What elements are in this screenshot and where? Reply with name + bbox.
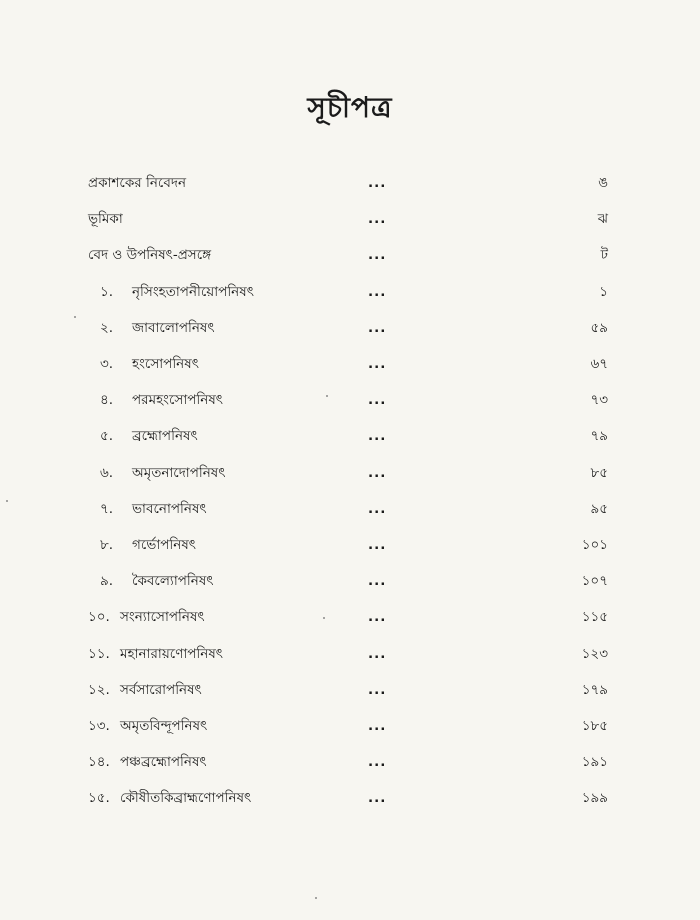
paper-speck	[74, 316, 76, 318]
toc-leader-dots: ...	[368, 175, 387, 191]
toc-page-number: ৫৯	[590, 320, 608, 336]
toc-entry-label: প্রকাশকের নিবেদন	[88, 175, 187, 191]
paper-speck	[326, 395, 328, 397]
toc-leader-dots: ...	[368, 682, 387, 698]
toc-entry-title	[100, 423, 198, 449]
toc-entry	[0, 206, 700, 232]
toc-entry-label: হংসোপনিষৎ	[132, 356, 199, 372]
toc-entry-title	[100, 460, 225, 486]
toc-leader-dots: ...	[368, 754, 387, 770]
toc-page-number: ১	[599, 284, 608, 300]
toc-entry-number: ৪.	[100, 392, 114, 408]
toc-leader-dots: ...	[368, 501, 387, 517]
toc-entry-label: কৌষীতকিব্রাহ্মণোপনিষৎ	[120, 790, 252, 806]
toc-entry-label: সংন্যাসোপনিষৎ	[120, 609, 205, 625]
toc-leader-dots: ...	[368, 609, 387, 625]
toc-entry-number: ৭.	[100, 501, 114, 517]
toc-entry-number: ১৪.	[88, 754, 110, 770]
toc-entry-number: ৬.	[100, 465, 114, 481]
toc-page-number: ৭৯	[590, 428, 608, 444]
toc-page-number: ১১৫	[581, 609, 608, 625]
toc-entry-title	[88, 641, 223, 667]
toc-entry-title	[88, 206, 123, 232]
toc-entry-number: ৫.	[100, 428, 114, 444]
toc-entry	[0, 713, 700, 739]
toc-leader-dots: ...	[368, 428, 387, 444]
toc-entry	[0, 242, 700, 268]
toc-entry-label: জাবালোপনিষৎ	[132, 320, 215, 336]
toc-entry-label: বেদ ও উপনিষৎ-প্রসঙ্গে	[88, 247, 212, 263]
paper-speck	[6, 500, 8, 502]
toc-entry-label: ভাবনোপনিষৎ	[132, 501, 207, 517]
toc-page-number: ঝ	[597, 211, 608, 227]
toc-entry-label: পঞ্চব্রহ্মোপনিষৎ	[120, 754, 207, 770]
toc-entry	[0, 785, 700, 811]
toc-entry	[0, 532, 700, 558]
toc-leader-dots: ...	[368, 356, 387, 372]
toc-entry	[0, 460, 700, 486]
toc-entry-number: ১০.	[88, 609, 110, 625]
toc-entry-label: নৃসিংহতাপনীয়োপনিষৎ	[132, 284, 254, 300]
toc-entry-title	[100, 532, 196, 558]
paper-speck	[315, 897, 317, 899]
toc-leader-dots: ...	[368, 247, 387, 263]
toc-leader-dots: ...	[368, 718, 387, 734]
toc-page-number: ১৭৯	[581, 682, 608, 698]
toc-entry	[0, 423, 700, 449]
page-title: সূচীপত্র	[307, 91, 393, 124]
toc-entry-label: পরমহংসোপনিষৎ	[132, 392, 223, 408]
toc-entry	[0, 677, 700, 703]
toc-entry	[0, 351, 700, 377]
toc-entry-number: ১৫.	[88, 790, 110, 806]
toc-entry-label: কৈবল্যোপনিষৎ	[132, 573, 214, 589]
toc-page-number: ঙ	[598, 175, 608, 191]
toc-entry	[0, 315, 700, 341]
toc-page-number: ১৮৫	[581, 718, 608, 734]
toc-entry-number: ৯.	[100, 573, 114, 589]
toc-page-number: ১০১	[581, 537, 608, 553]
toc-entry-label: গর্ভোপনিষৎ	[132, 537, 196, 553]
toc-entry-number: ৮.	[100, 537, 114, 553]
toc-entry	[0, 641, 700, 667]
toc-entry-number: ১৩.	[88, 718, 110, 734]
toc-entry-title	[100, 387, 223, 413]
toc-entry	[0, 749, 700, 775]
toc-entry	[0, 387, 700, 413]
toc-leader-dots: ...	[368, 211, 387, 227]
toc-entry-title	[100, 568, 213, 594]
toc-page-number: ১৯৯	[581, 790, 608, 806]
toc-entry-label: অমৃতনাদোপনিষৎ	[132, 465, 226, 481]
toc-entry	[0, 604, 700, 630]
toc-leader-dots: ...	[368, 573, 387, 589]
toc-leader-dots: ...	[368, 320, 387, 336]
toc-page-number: ট	[600, 247, 608, 263]
toc-entry-label: অমৃতবিন্দূপনিষৎ	[120, 718, 208, 734]
toc-entry-title	[88, 713, 207, 739]
toc-leader-dots: ...	[368, 392, 387, 408]
toc-entry-title	[88, 242, 211, 268]
paper-speck	[323, 617, 325, 619]
toc-entry-number: ১.	[100, 284, 114, 300]
toc-entry-label: ব্রহ্মোপনিষৎ	[132, 428, 198, 444]
toc-entry-title	[100, 351, 199, 377]
toc-entry-title	[100, 279, 254, 305]
toc-entry-title	[100, 315, 215, 341]
toc-page-number: ৬৭	[590, 356, 608, 372]
toc-page-number: ৭৩	[590, 392, 608, 408]
toc-entry	[0, 568, 700, 594]
toc-page-number: ১০৭	[581, 573, 608, 589]
toc-page-number: ১৯১	[581, 754, 608, 770]
toc-entry-title	[88, 604, 205, 630]
toc-entry-title	[88, 677, 202, 703]
toc-entry-title	[88, 749, 207, 775]
toc-entry-number: ১২.	[88, 682, 110, 698]
toc-leader-dots: ...	[368, 537, 387, 553]
toc-page-number: ৯৫	[590, 501, 608, 517]
toc-entry-title	[100, 496, 207, 522]
toc-page-number: ১২৩	[581, 646, 608, 662]
toc-entry	[0, 279, 700, 305]
toc-leader-dots: ...	[368, 284, 387, 300]
toc-leader-dots: ...	[368, 646, 387, 662]
toc-entry	[0, 170, 700, 196]
toc-entry-title	[88, 170, 186, 196]
toc-leader-dots: ...	[368, 790, 387, 806]
toc-entry-number: ৩.	[100, 356, 114, 372]
toc-entry-label: মহানারায়ণোপনিষৎ	[120, 646, 224, 662]
toc-entry-number: ২.	[100, 320, 114, 336]
toc-entry-title	[88, 785, 251, 811]
toc-entry	[0, 496, 700, 522]
toc-leader-dots: ...	[368, 465, 387, 481]
toc-entry-label: সর্বসারোপনিষৎ	[120, 682, 202, 698]
toc-entry-number: ১১.	[88, 646, 110, 662]
toc-entry-label: ভূমিকা	[88, 211, 123, 227]
toc-page-number: ৮৫	[590, 465, 608, 481]
